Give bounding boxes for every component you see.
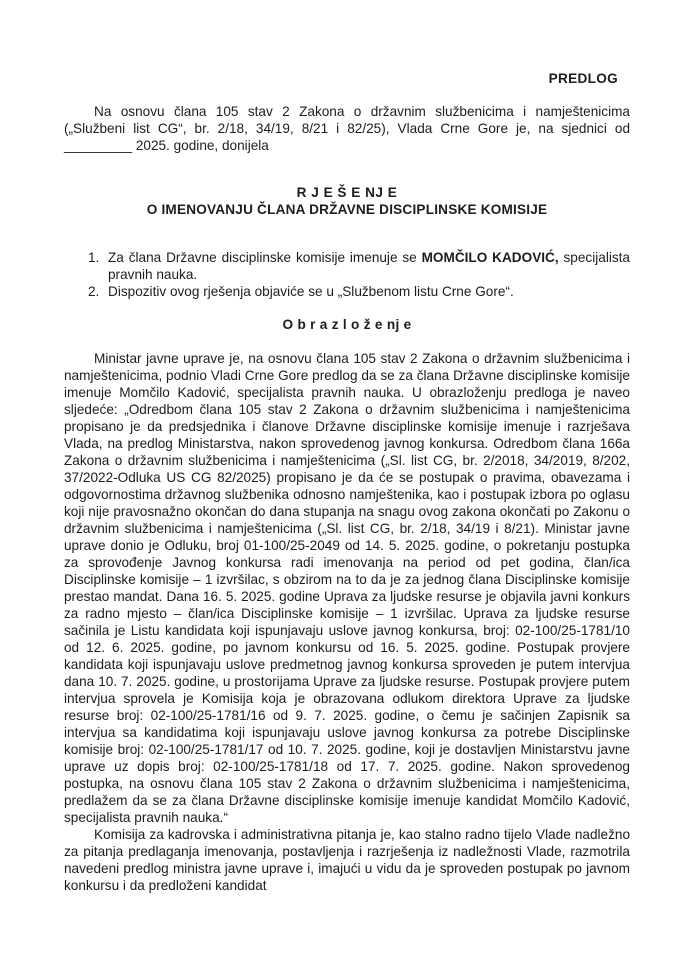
decision-title: R J E Š E NJ E	[296, 185, 398, 200]
list-item-1-text-after: specijalista pravnih nauka.	[108, 250, 630, 282]
appointee-name: MOMČILO KADOVIĆ,	[421, 250, 559, 265]
list-item-1	[64, 249, 630, 283]
list-item-1-number: 1.	[88, 250, 100, 265]
decision-subtitle: O IMENOVANJU ČLANA DRŽAVNE DISCIPLINSKE KOMISIJE	[146, 202, 548, 217]
intro-paragraph: Na osnovu člana 105 stav 2 Zakona o državnim službenicima i namještenicima („Službeni list CG“, br. 2/18, 34/19, 8/21 i 82/25), Vlada Crne Gore je, na sjednici od _________ 2025. godine, donijela	[64, 104, 630, 153]
list-item-2	[64, 283, 630, 300]
list-item-2-number: 2.	[88, 284, 100, 299]
decision-items-list	[64, 249, 630, 300]
section-heading-obrazlozenje: O b r a z l o ž e nj e	[282, 317, 412, 332]
decision-title-block	[64, 184, 630, 218]
list-item-2-text: Dispozitiv ovog rješenja objaviće se u „Službenom listu Crne Gore“.	[108, 284, 514, 299]
explanation-paragraph-1: Ministar javne uprave je, na osnovu člana 105 stav 2 Zakona o državnim službenicima i namještenicima, podnio Vladi Crne Gore predlog da se za člana Državne disciplinske komisije imenuje Momčilo Kadović, specijalista pravnih nauka. U obrazloženju predloga je naveo sljedeće: „Odredbom člana 105 stav 2 Zakona o državnim službenicima i namještenicima propisano je da predsjednika i članove Državne disciplinske komisije imenuje i razrješava Vlada, na predlog Ministarstva, nakon sprovedenog javnog konkursa. Odredbom člana 166a Zakona o državnim službenicima i namještenicima („Sl. list CG, br. 2/2018, 34/2019, 8/202, 37/2022-Odluka US CG 82/2025) propisano je da će se postupak o pravima, obavezama i odgovornostima državnog službenika odnosno namještenika, kao i postupak izbora po oglasu koji nije pravosnažno okončan do dana stupanja na snagu ovog zakona okončati po Zakonu o državnim službenicima i namještenicima („Sl. list CG, br. 2/18, 34/19 i 8/21). Ministar javne uprave donio je Odluku, broj 01-100/25-2049 od 14. 5. 2025. godine, o pokretanju postupka za sprovođenje Javnog konkursa radi imenovanja na period od pet godina, član/ica Disciplinske komisije – 1 izvršilac, s obzirom na to da je za jednog člana Disciplinske komisije prestao mandat. Dana 16. 5. 2025. godine Uprava za ljudske resurse je objavila javni konkurs za radno mjesto – član/ica Disciplinske komisije – 1 izvršilac. Uprava za ljudske resurse sačinila je Listu kandidata koji ispunjavaju uslove javnog konkursa, broj: 02-100/25-1781/10 od 12. 6. 2025. godine, po javnom konkursu od 16. 5. 2025. godine. Postupak provjere kandidata koji ispunjavaju uslove predmetnog javnog konkursa sproveden je putem intervjua dana 10. 7. 2025. godine, u prostorijama Uprave za ljudske resurse. Postupak provjere putem intervjua sprovela je Komisija koja je obrazovana odlukom direktora Uprave za ljudske resurse broj: 02-100/25-1781/16 od 9. 7. 2025. godine, o čemu je sačinjen Zapisnik sa intervjua sa kandidatima koji ispunjavaju uslove javnog konkursa za potrebe Disciplinske komisije broj: 02-100/25-1781/17 od 10. 7. 2025. godine, koji je dostavljen Ministarstvu javne uprave uz dopis broj: 02-100/25-1781/18 od 17. 7. 2025. godine. Nakon sprovedenog postupka, na osnovu člana 105 stav 2 Zakona o državnim službenicima i namještenicima, predlažem da se za člana Državne disciplinske komisije imenuje kandidat Momčilo Kadović, specijalista pravnih nauka.“	[64, 351, 630, 825]
list-item-1-text-before: Za člana Državne disciplinske komisije imenuje se	[108, 250, 422, 265]
predlog-label: PREDLOG	[548, 71, 618, 86]
explanation-paragraph-2: Komisija za kadrovska i administrativna pitanja je, kao stalno radno tijelo Vlade nadležno za pitanja predlaganja imenovanja, postavljenja i razrješenja iz nadležnosti Vlade, razmotrila navedeni predlog ministra javne uprave i, imajući u vidu da je sproveden postupak po javnom konkursu i da predloženi kandidat	[64, 827, 630, 893]
